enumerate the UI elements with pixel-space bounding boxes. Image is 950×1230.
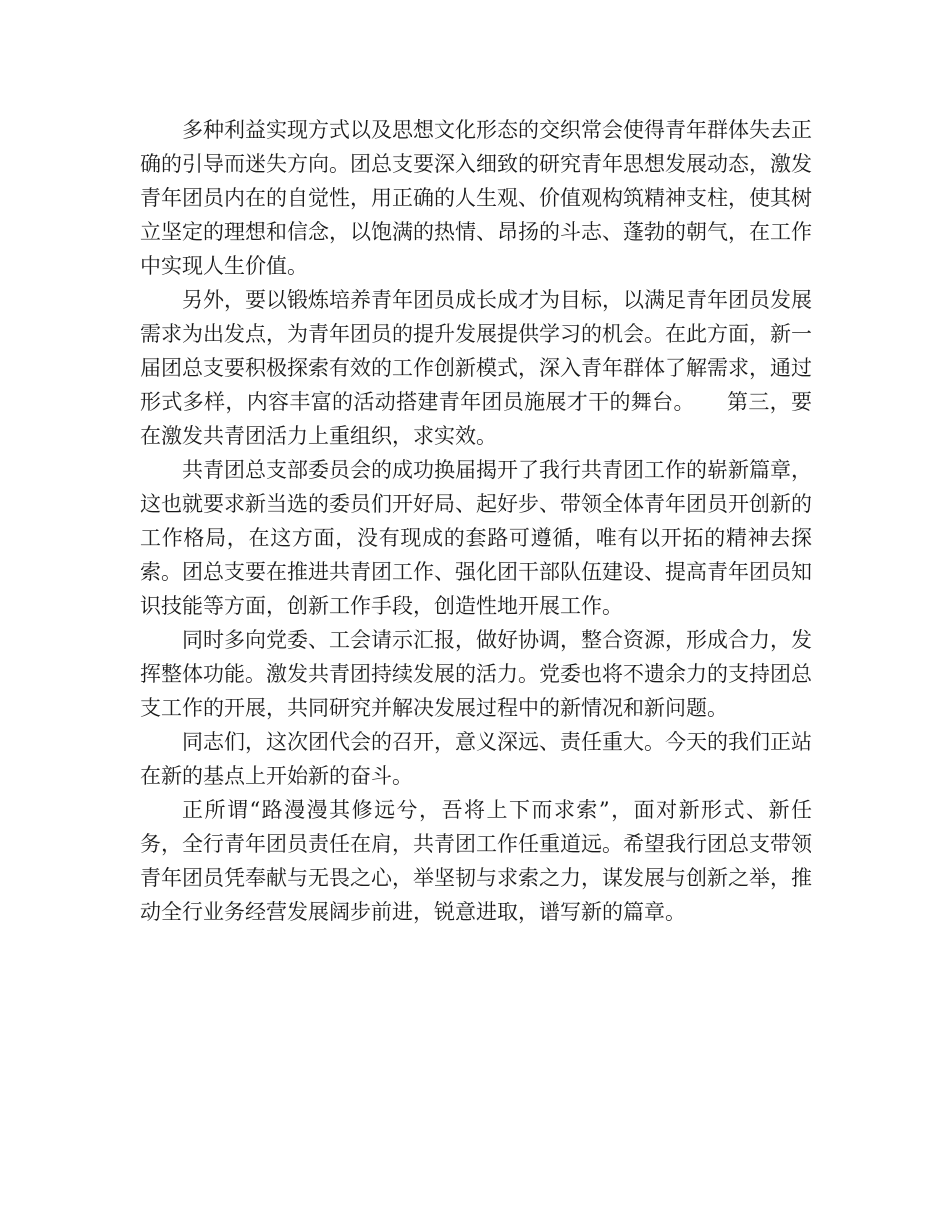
paragraph-6: 正所谓“路漫漫其修远兮，吾将上下而求索”，面对新形式、新任务，全行青年团员责任在肩，共青团工作任重道远。希望我行团总支带领青年团员凭奉献与无畏之心，举坚韧与求索之力，谋发展与创新之举，推动全行业务经营发展阔步前进，锐意进取，谱写新的篇章。 <box>140 798 812 924</box>
document-body <box>140 113 812 929</box>
paragraph-1: 多种利益实现方式以及思想文化形态的交织常会使得青年群体失去正确的引导而迷失方向。团总支要深入细致的研究青年思想发展动态，激发青年团员内在的自觉性，用正确的人生观、价值观构筑精神支柱，使其树立坚定的理想和信念，以饱满的热情、昂扬的斗志、蓬勃的朝气，在工作中实现人生价值。 <box>140 118 812 278</box>
paragraph-5: 同志们，这次团代会的召开，意义深远、责任重大。今天的我们正站在新的基点上开始新的奋斗。 <box>140 730 812 788</box>
paragraph-4: 同时多向党委、工会请示汇报，做好协调，整合资源，形成合力，发挥整体功能。激发共青团持续发展的活力。党委也将不遗余力的支持团总支工作的开展，共同研究并解决发展过程中的新情况和新问题。 <box>140 628 812 720</box>
paragraph-3: 共青团总支部委员会的成功换届揭开了我行共青团工作的崭新篇章，这也就要求新当选的委员们开好局、起好步、带领全体青年团员开创新的工作格局，在这方面，没有现成的套路可遵循，唯有以开拓的精神去探索。团总支要在推进共青团工作、强化团干部队伍建设、提高青年团员知识技能等方面，创新工作手段，创造性地开展工作。 <box>140 458 812 618</box>
paragraph-2: 另外，要以锻炼培养青年团员成长成才为目标，以满足青年团员发展需求为出发点，为青年团员的提升发展提供学习的机会。在此方面，新一届团总支要积极探索有效的工作创新模式，深入青年群体了解需求，通过形式多样，内容丰富的活动搭建青年团员施展才干的舞台。 第三，要在激发共青团活力上重组织，求实效。 <box>140 288 812 448</box>
